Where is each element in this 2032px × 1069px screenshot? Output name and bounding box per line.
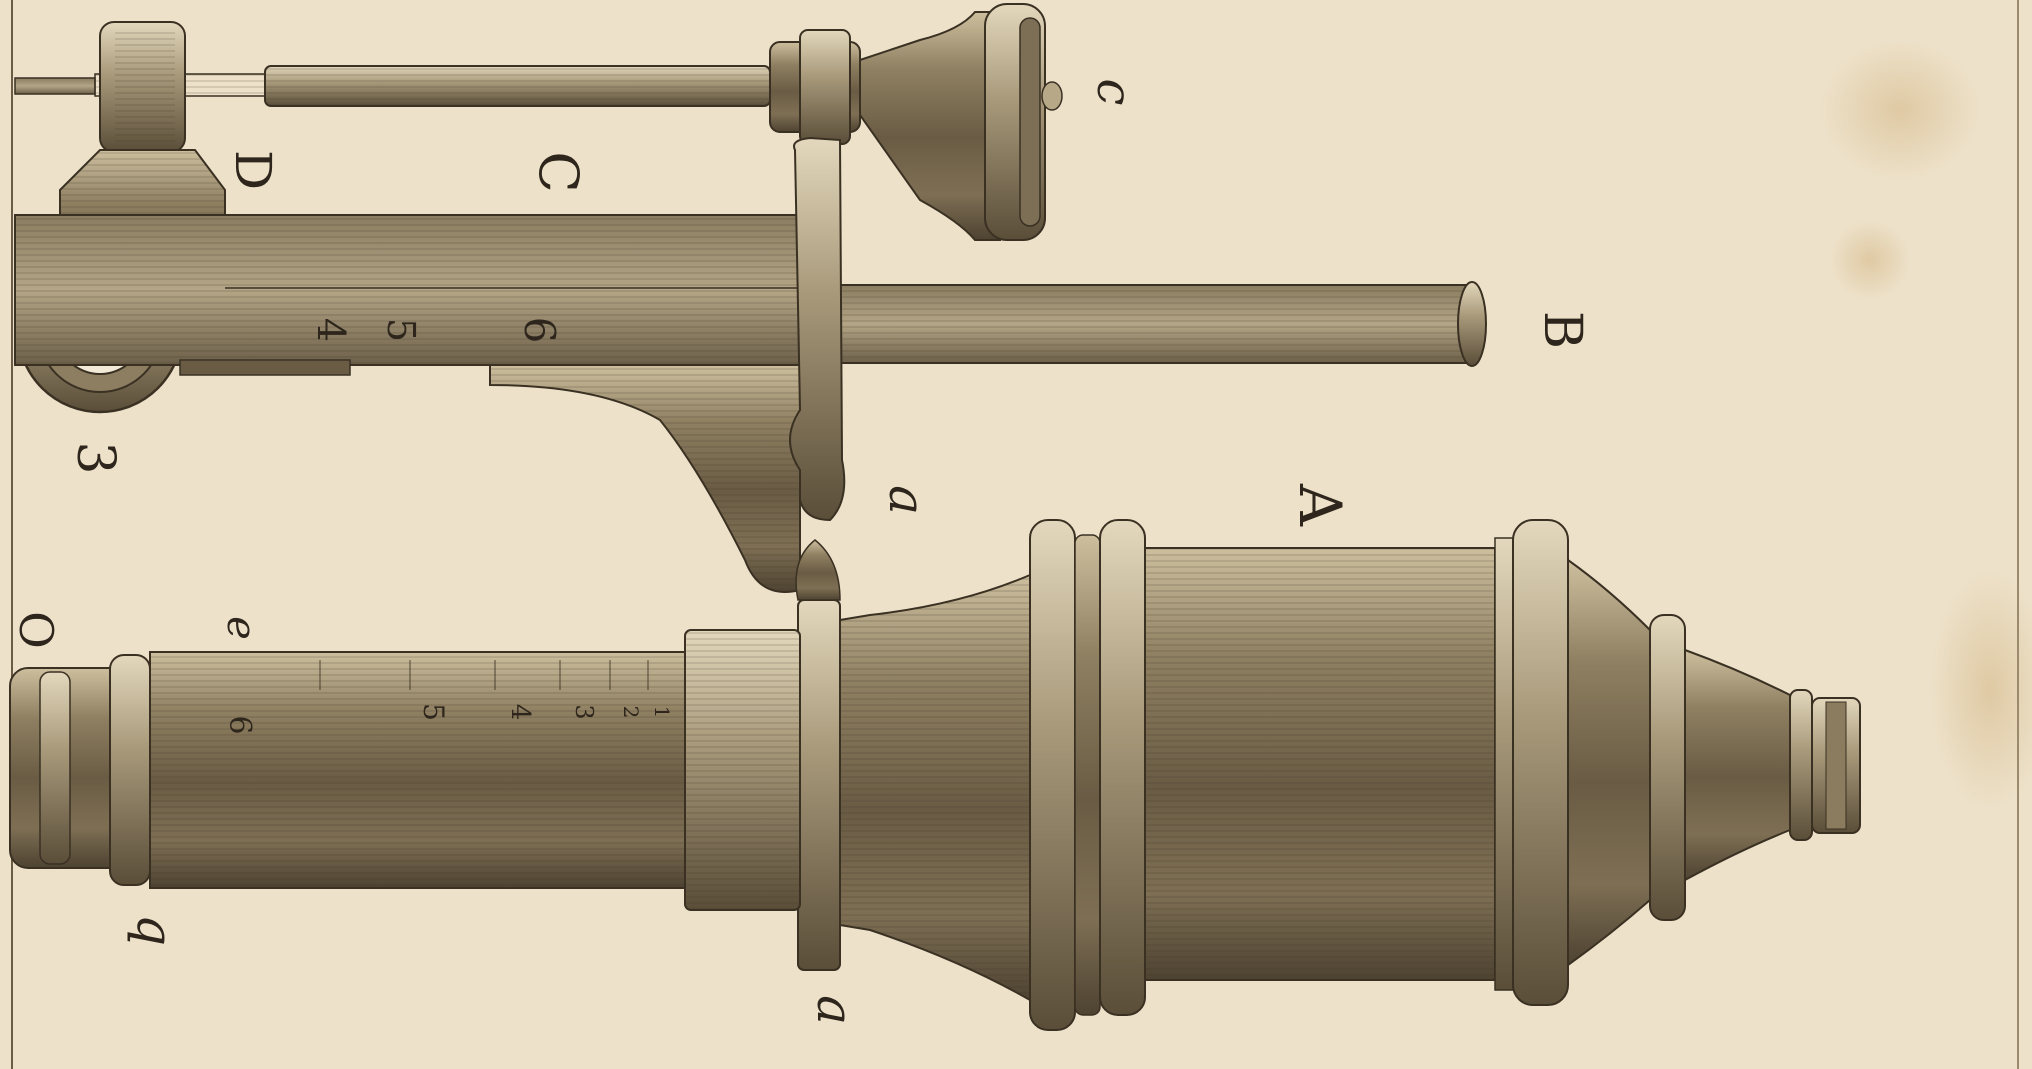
label-q: q [126,913,184,947]
label-C: C [527,151,590,193]
label-o: O [9,611,63,649]
bar-scale-5: 5 [379,317,423,343]
draw-tube [10,630,800,910]
tube-scale-2: 2 [619,705,643,719]
label-D: D [224,149,282,191]
tube-scale-3: 3 [570,704,598,720]
tube-scale-5: 5 [417,703,450,721]
label-B: B [1532,310,1592,350]
tube-scale-1: 1 [650,705,674,719]
label-a-lower: a [806,995,864,1025]
tube-scale-4: 4 [505,703,535,721]
bar-scale-6: 6 [515,316,564,344]
bar-scale-4: 4 [309,317,353,343]
foxing-stain-2 [1830,220,1910,300]
foxing-stain-1 [1820,40,1980,180]
label-A: A [1286,484,1354,526]
label-3: 3 [65,441,125,475]
label-c: c [1086,78,1142,106]
label-e: e [218,616,264,640]
label-a-upper: a [878,485,936,515]
tube-scale-6: 6 [222,715,257,735]
